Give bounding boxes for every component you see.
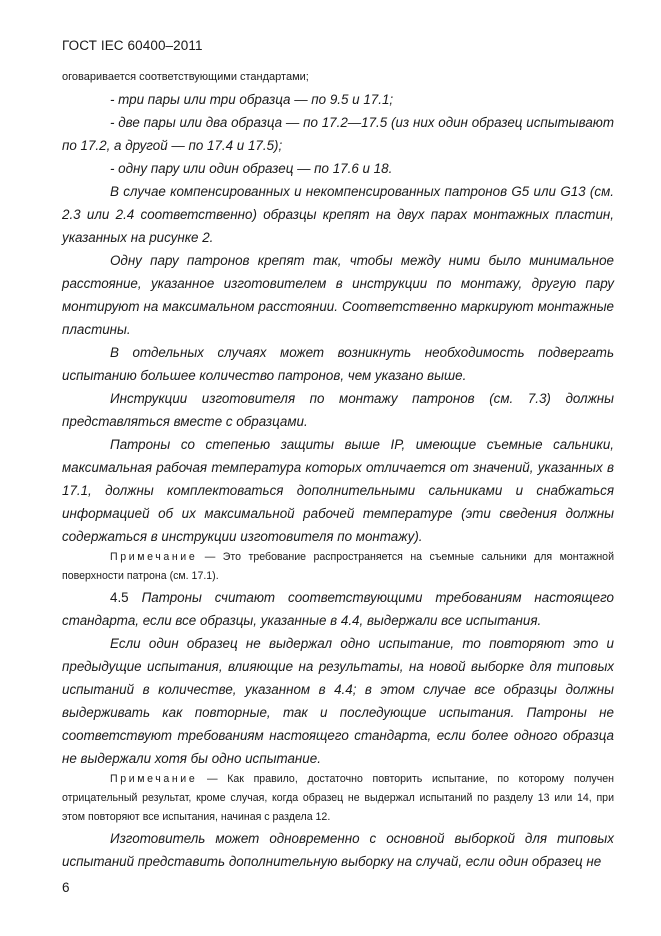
list-item-dash-2: - две пары или два образца — по 17.2—17.5 (из них один образец испытывают по 17.2, а другой — по 17.4 и 17.5);: [62, 115, 614, 153]
page-header: ГОСТ IEC 60400–2011: [62, 38, 203, 53]
paragraph-continuation: оговаривается соответствующими стандартами;: [62, 71, 309, 83]
paragraph-more-holders: В отдельных случаях может возникнуть необходимость подвергать испытанию большее количество патронов, чем указано выше.: [62, 345, 614, 383]
note-2-label: Примечание: [110, 773, 198, 785]
list-item-dash-3: - одну пару или один образец — по 17.6 и 18.: [110, 161, 393, 176]
clause-number: 4.5: [110, 590, 129, 605]
list-item-dash-1: - три пары или три образца — по 9.5 и 17.1;: [110, 92, 394, 107]
paragraph-retest: Если один образец не выдержал одно испытание, то повторяют это и предыдущие испытания, влияющие на результаты, на новой выборке для типовых испытаний в количестве, указанном в 4.4; в этом случае все образцы должны выдерживать как повторные, так и последующие испытания. Патроны не соответствуют требованиям настоящего стандарта, если более одного образца не выдержали хотя бы одно испытание.: [62, 636, 614, 766]
paragraph-4-5: [62, 586, 614, 632]
paragraph-instructions: Инструкции изготовителя по монтажу патронов (см. 7.3) должны представляться вместе с образцами.: [62, 391, 614, 429]
note-2: [62, 770, 614, 827]
paragraph-g5-g13: В случае компенсированных и некомпенсированных патронов G5 или G13 (см. 2.3 или 2.4 соответственно) образцы крепят на двух парах монтажных пластин, указанных на рисунке 2.: [62, 184, 614, 245]
note-1-label: Примечание: [110, 551, 198, 563]
document-body: [62, 70, 614, 873]
paragraph-4-5-text: Патроны считают соответствующими требованиям настоящего стандарта, если все образцы, указанные в 4.4, выдержали все испытания.: [62, 590, 614, 628]
note-1: [62, 548, 614, 586]
note-1-text: — Это требование распространяется на съемные сальники для монтажной поверхности патрона (см. 17.1).: [62, 551, 614, 582]
paragraph-glands: Патроны со степенью защиты выше IP, имеющие съемные сальники, максимальная рабочая температура которых отличается от значений, указанных в 17.1, должны комплектоваться дополнительными сальниками и снабжаться информацией об их максимальной рабочей температуре (эти сведения должны содержаться в инструкции изготовителя по монтажу).: [62, 437, 614, 544]
paragraph-additional-sample: Изготовитель может одновременно с основной выборкой для типовых испытаний представить дополнительную выборку на случай, если один образец не: [62, 831, 614, 869]
page-number: 6: [62, 880, 70, 895]
note-2-text: — Как правило, достаточно повторить испытание, по которому получен отрицательный результат, кроме случая, когда образец не выдержал испытаний по разделу 13 или 14, при этом повторяют все испытания, начиная с раздела 12.: [62, 773, 614, 823]
paragraph-mounting-distance: Одну пару патронов крепят так, чтобы между ними было минимальное расстояние, указанное изготовителем в инструкции по монтажу, другую пару монтируют на максимальном расстоянии. Соответственно маркируют монтажные пластины.: [62, 253, 614, 337]
